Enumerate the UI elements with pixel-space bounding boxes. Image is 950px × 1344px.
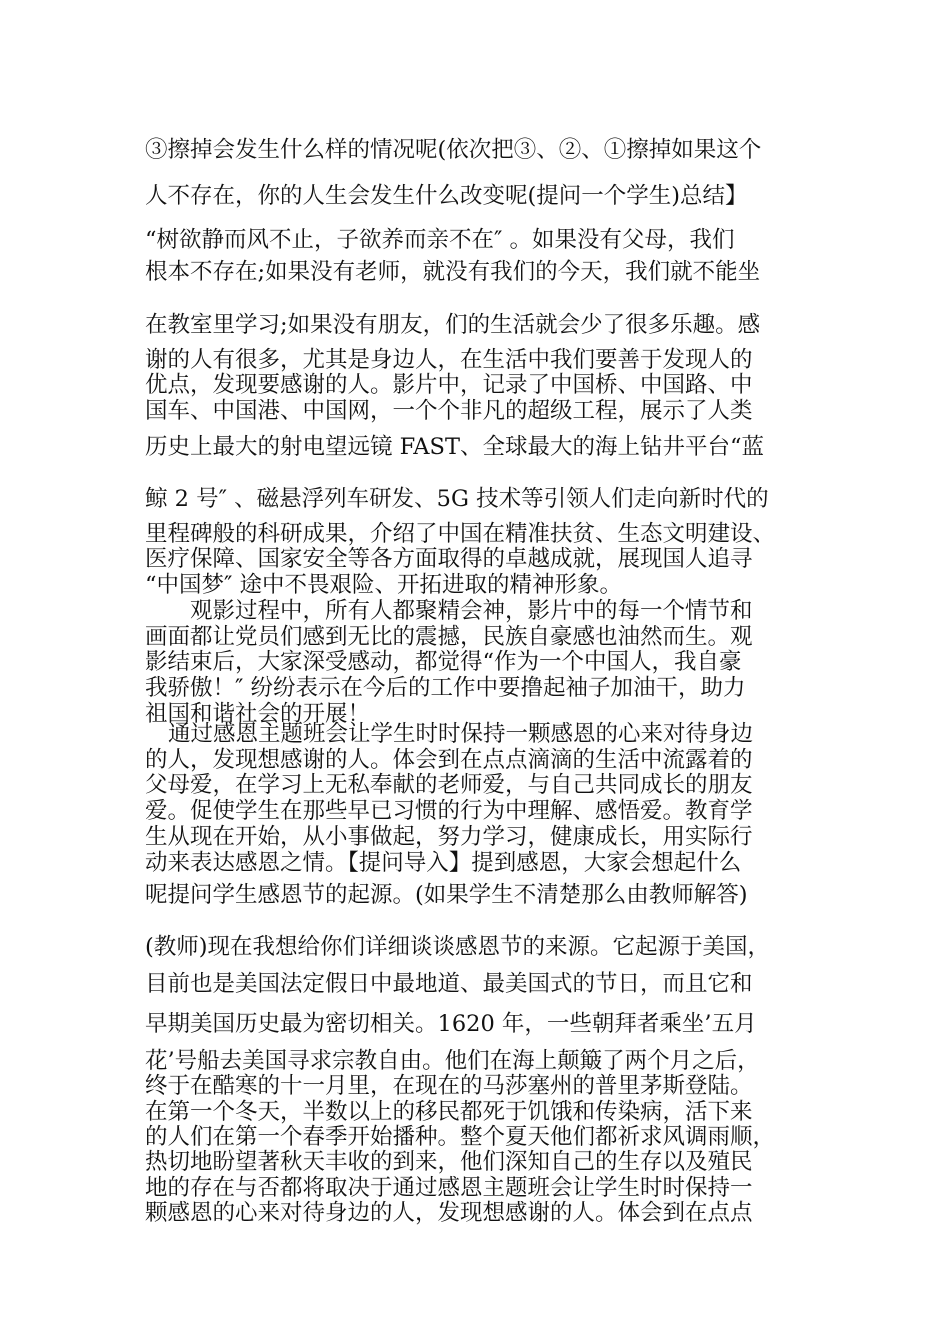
text-line: 在第一个冬天，半数以上的移民都死于饥饿和传染病，活下来 [145, 1099, 753, 1125]
text-line: 里程碑般的科研成果，介绍了中国在精准扶贫、生态文明建设、 [145, 521, 776, 547]
text-line: 根本不存在;如果没有老师，就没有我们的今天，我们就不能坐 [145, 259, 761, 285]
text-line: 谢的人有很多，尤其是身边人，在生活中我们要善于发现人的 [145, 347, 753, 373]
text-line: 画面都让党员们感到无比的震撼，民族自豪感也油然而生。观 [145, 624, 753, 650]
text-line: 优点，发现要感谢的人。影片中，记录了中国桥、中国路、中 [145, 372, 753, 398]
text-line: 动来表达感恩之情。【提问导入】提到感恩，大家会想起什么 [145, 850, 742, 876]
text-line: 鲸 2 号″ 、磁悬浮列车研发、5G 技术等引领人们走向新时代的 [145, 486, 769, 512]
text-line: 父母爱，在学习上无私奉献的老师爱，与自己共同成长的朋友 [145, 772, 753, 798]
text-line: 爱。促使学生在那些早已习惯的行为中理解、感悟爱。教育学 [145, 798, 753, 824]
text-line: 的人，发现想感谢的人。体会到在点点滴滴的生活中流露着的 [145, 747, 753, 773]
text-line: 的人们在第一个春季开始播种。整个夏天他们都祈求风调雨顺， [145, 1124, 776, 1150]
text-line: 国车、中国港、中国网，一个个非凡的超级工程，展示了人类 [145, 398, 753, 424]
text-line: 医疗保障、国家安全等各方面取得的卓越成就，展现国人追寻 [145, 546, 753, 572]
text-line: 目前也是美国法定假日中最地道、最美国式的节日，而且它和 [145, 971, 753, 997]
text-line: 历史上最大的射电望远镜 FAST、全球最大的海上钻井平台“蓝 [145, 434, 764, 460]
text-line: 颗感恩的心来对待身边的人，发现想感谢的人。体会到在点点 [145, 1200, 753, 1226]
text-line: 人不存在，你的人生会发生什么改变呢(提问一个学生)总结】 [145, 183, 748, 209]
text-line: 生从现在开始，从小事做起，努力学习，健康成长，用实际行 [145, 824, 753, 850]
text-line: 呢提问学生感恩节的起源。(如果学生不清楚那么由教师解答) [145, 882, 748, 908]
text-line: 早期美国历史最为密切相关。1620 年，一些朝拜者乘坐’五月 [145, 1011, 757, 1037]
text-line: 在教室里学习;如果没有朋友，们的生活就会少了很多乐趣。感 [145, 312, 761, 338]
text-line: “中国梦″ 途中不畏艰险、开拓进取的精神形象。 [145, 572, 623, 598]
text-line: 终于在酷寒的十一月里，在现在的马莎塞州的普里茅斯登陆。 [145, 1073, 753, 1099]
text-line: (教师)现在我想给你们详细谈谈感恩节的来源。它起源于美国， [145, 934, 771, 960]
text-line: 影结束后，大家深受感动，都觉得“作为一个中国人，我自豪 [145, 649, 742, 675]
text-line: 花’号船去美国寻求宗教自由。他们在海上颠簸了两个月之后， [145, 1048, 760, 1074]
paragraph-first-line: 通过感恩主题班会让学生时时保持一颗感恩的心来对待身边 [168, 721, 754, 747]
text-line: ③擦掉会发生什么样的情况呢(依次把③、②、①擦掉如果这个 [145, 137, 762, 163]
text-line: 地的存在与否都将取决于通过感恩主题班会让学生时时保持一 [145, 1175, 753, 1201]
text-line: “树欲静而风不止，子欲养而亲不在″ 。如果没有父母，我们 [145, 227, 735, 253]
text-line: 热切地盼望著秋天丰收的到来，他们深知自己的生存以及殖民 [145, 1149, 753, 1175]
text-line: 我骄傲！″ 纷纷表示在今后的工作中要撸起袖子加油干，助力 [145, 675, 746, 701]
paragraph-first-line: 观影过程中，所有人都聚精会神，影片中的每一个情节和 [190, 598, 753, 624]
text-line: 祖国和谐社会的开展！ [145, 701, 371, 727]
